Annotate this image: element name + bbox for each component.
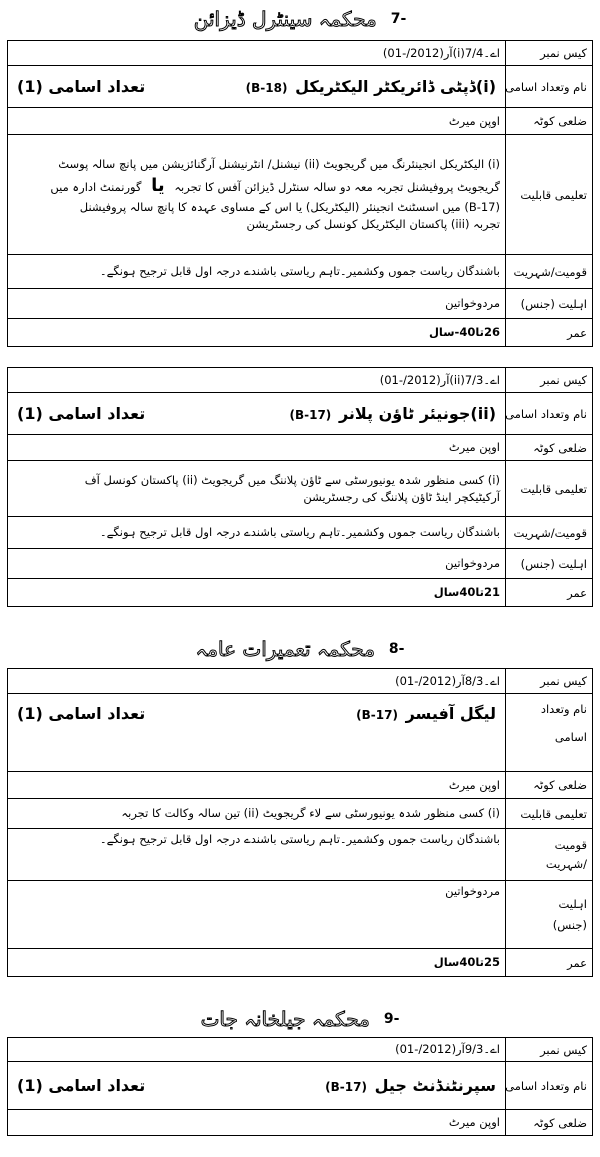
age: 26تا40-سال: [8, 319, 506, 347]
qualification-line-text-b: گورنمنٹ ادارہ میں: [50, 180, 142, 195]
label-eligibility: اہلیت (جنس): [506, 549, 593, 579]
post-title: (ii)جونیئر ٹاؤن پلانر: [338, 403, 496, 423]
district-quota: اوپن میرٹ: [8, 772, 506, 799]
label-district-quota: ضلعی کوٹہ: [506, 772, 593, 799]
section-title: محکمہ جیلخانہ جات: [200, 1007, 370, 1031]
row-post: [8, 694, 593, 772]
case-table-8-3: [7, 668, 593, 977]
label-post-name-b: اسامی: [554, 729, 587, 744]
row-age: [8, 949, 593, 977]
row-post: [8, 393, 593, 435]
eligibility: مردوخواتین: [8, 881, 506, 949]
label-qualification: تعلیمی قابلیت: [506, 799, 593, 829]
row-quota: [8, 435, 593, 461]
label-eligibility-b: (جنس): [552, 917, 587, 932]
label-age: عمر: [506, 949, 593, 977]
row-post: [8, 1062, 593, 1110]
post-count: تعداد اسامی (1): [17, 403, 146, 423]
row-quota: [8, 108, 593, 135]
district-quota: اوپن میرٹ: [8, 1110, 506, 1136]
row-quota: [8, 772, 593, 799]
row-case-no: [8, 41, 593, 66]
case-number: اے۔7/4(i)آر(2012/-01): [8, 41, 506, 66]
label-nationality-b: /شہریت: [545, 856, 587, 871]
label-post-name: نام وتعداد اسامی: [506, 66, 593, 108]
row-qualification: [8, 135, 593, 255]
label-district-quota: ضلعی کوٹہ: [506, 1110, 593, 1136]
label-case-no: کیس نمبر: [506, 368, 593, 393]
case-table-7-3: [7, 367, 593, 607]
case-number: اے۔8/3آر(2012/-01): [8, 669, 506, 694]
nationality: باشندگان ریاست جموں وکشمیر۔تاہم ریاستی باشندے درجہ اول قابل ترجیح ہونگے۔: [8, 829, 506, 881]
post-title: سپرنٹنڈنٹ جیل: [374, 1075, 496, 1095]
section-8-heading: [0, 634, 600, 664]
post-title-group: [352, 702, 496, 725]
label-post-name: نام وتعداد اسامی: [506, 393, 593, 435]
qualification-line-4: (B-17) میں اسسٹنٹ انجینئر (الیکٹریکل) یا اس کے مساوی عہدہ کا پانچ سالہ پروفیشنل: [79, 200, 500, 215]
post-count: تعداد اسامی (1): [17, 1075, 146, 1095]
label-eligibility-a: اہلیت: [558, 896, 587, 911]
qualification-line-text: گریجویٹ پروفیشنل تجربہ معہ دو سالہ سنٹرل ڈیزائن آفس کا تجربہ: [174, 180, 500, 195]
post-title-group: [321, 1074, 496, 1097]
row-nationality: [8, 829, 593, 881]
qualification: (i) کسی منظور شدہ یونیورسٹی سے لاء گریجویٹ (ii) تین سالہ وکالت کا تجربہ: [8, 799, 506, 829]
label-post-name: نام وتعداد اسامی: [506, 1062, 593, 1110]
label-age: عمر: [506, 319, 593, 347]
label-age: عمر: [506, 579, 593, 607]
district-quota: اوپن میرٹ: [8, 435, 506, 461]
row-qualification: [8, 799, 593, 829]
post-cell: [8, 694, 506, 772]
district-quota: اوپن میرٹ: [8, 108, 506, 135]
qualification-or: یا: [151, 175, 165, 197]
eligibility: مردوخواتین: [8, 549, 506, 579]
row-nationality: [8, 255, 593, 289]
post-grade: (B-17): [289, 407, 332, 422]
post-title-group: [242, 75, 496, 98]
nationality: باشندگان ریاست جموں وکشمیر۔تاہم ریاستی باشندے درجہ اول قابل ترجیح ہونگے۔: [8, 255, 506, 289]
age: 21تا40سال: [8, 579, 506, 607]
nationality: باشندگان ریاست جموں وکشمیر۔تاہم ریاستی باشندے درجہ اول قابل ترجیح ہونگے۔: [8, 517, 506, 549]
label-case-no: کیس نمبر: [506, 669, 593, 694]
label-post-name: [506, 694, 593, 772]
row-case-no: [8, 368, 593, 393]
section-title: محکمہ سینٹرل ڈیزائن: [193, 7, 377, 31]
row-age: [8, 579, 593, 607]
label-nationality: قومیت/شہریت: [506, 255, 593, 289]
qualification: [8, 461, 506, 517]
post-line: [13, 1074, 500, 1097]
row-quota: [8, 1110, 593, 1136]
section-7-heading: [0, 4, 600, 34]
post-cell: [8, 1062, 506, 1110]
qualification-line-5: تجربہ (iii) پاکستان الیکٹریکل کونسل کی رجسٹریشن: [246, 216, 500, 231]
label-case-no: کیس نمبر: [506, 1038, 593, 1062]
row-eligibility: [8, 289, 593, 319]
qualification-line-2: [13, 173, 500, 199]
eligibility: مردوخواتین: [8, 289, 506, 319]
label-qualification: تعلیمی قابلیت: [506, 135, 593, 255]
row-eligibility: [8, 549, 593, 579]
label-eligibility: [506, 881, 593, 949]
row-eligibility: [8, 881, 593, 949]
age: 25تا40سال: [8, 949, 506, 977]
post-grade: (B-17): [325, 1079, 367, 1094]
post-line: [13, 702, 500, 725]
post-title: لیگل آفیسر: [405, 704, 496, 723]
label-district-quota: ضلعی کوٹہ: [506, 108, 593, 135]
section-number: -9: [383, 1011, 400, 1027]
label-nationality: [506, 829, 593, 881]
row-post: [8, 66, 593, 108]
post-title-group: [285, 402, 496, 425]
label-qualification: تعلیمی قابلیت: [506, 461, 593, 517]
post-count: تعداد اسامی (1): [17, 76, 146, 96]
row-case-no: [8, 1038, 593, 1062]
post-line: [13, 402, 500, 425]
label-nationality: قومیت/شہریت: [506, 517, 593, 549]
section-number: -8: [388, 641, 405, 657]
case-number: اے۔7/3(ii)آر(2012/-01): [8, 368, 506, 393]
label-nationality-a: قومیت: [554, 838, 587, 853]
case-table-7-4: [7, 40, 593, 347]
post-cell: [8, 393, 506, 435]
case-number: اے۔9/3آر(2012/-01): [8, 1038, 506, 1062]
section-number: -7: [390, 11, 407, 27]
row-qualification: [8, 461, 593, 517]
row-age: [8, 319, 593, 347]
label-district-quota: ضلعی کوٹہ: [506, 435, 593, 461]
section-9-heading: [0, 1004, 600, 1034]
row-nationality: [8, 517, 593, 549]
row-case-no: [8, 669, 593, 694]
label-post-name-a: نام وتعداد: [540, 702, 587, 716]
qualification-line: (i) کسی منظور شدہ یونیورسٹی سے ٹاؤن پلاننگ میں گریجویٹ (ii) پاکستان کونسل آف: [84, 472, 500, 487]
case-table-9-3: [7, 1037, 593, 1136]
post-count: تعداد اسامی (1): [17, 704, 146, 723]
post-grade: (B-17): [356, 708, 398, 722]
post-line: [13, 75, 500, 98]
label-eligibility: اہلیت (جنس): [506, 289, 593, 319]
post-title: (i)ڈپٹی ڈائریکٹر الیکٹریکل: [295, 76, 496, 96]
qualification: [8, 135, 506, 255]
label-case-no: کیس نمبر: [506, 41, 593, 66]
qualification-line-2: آرکیٹیکچر اینڈ ٹاؤن پلاننگ کی رجسٹریشن: [303, 489, 500, 504]
section-title: محکمہ تعمیرات عامہ: [195, 637, 375, 661]
qualification-line: (i) الیکٹریکل انجینئرنگ میں گریجویٹ (ii) نیشنل/ انٹرنیشنل آرگنائزیشن میں پانچ سالہ پوسٹ: [58, 157, 500, 172]
post-grade: (B-18): [245, 80, 288, 95]
post-cell: [8, 66, 506, 108]
